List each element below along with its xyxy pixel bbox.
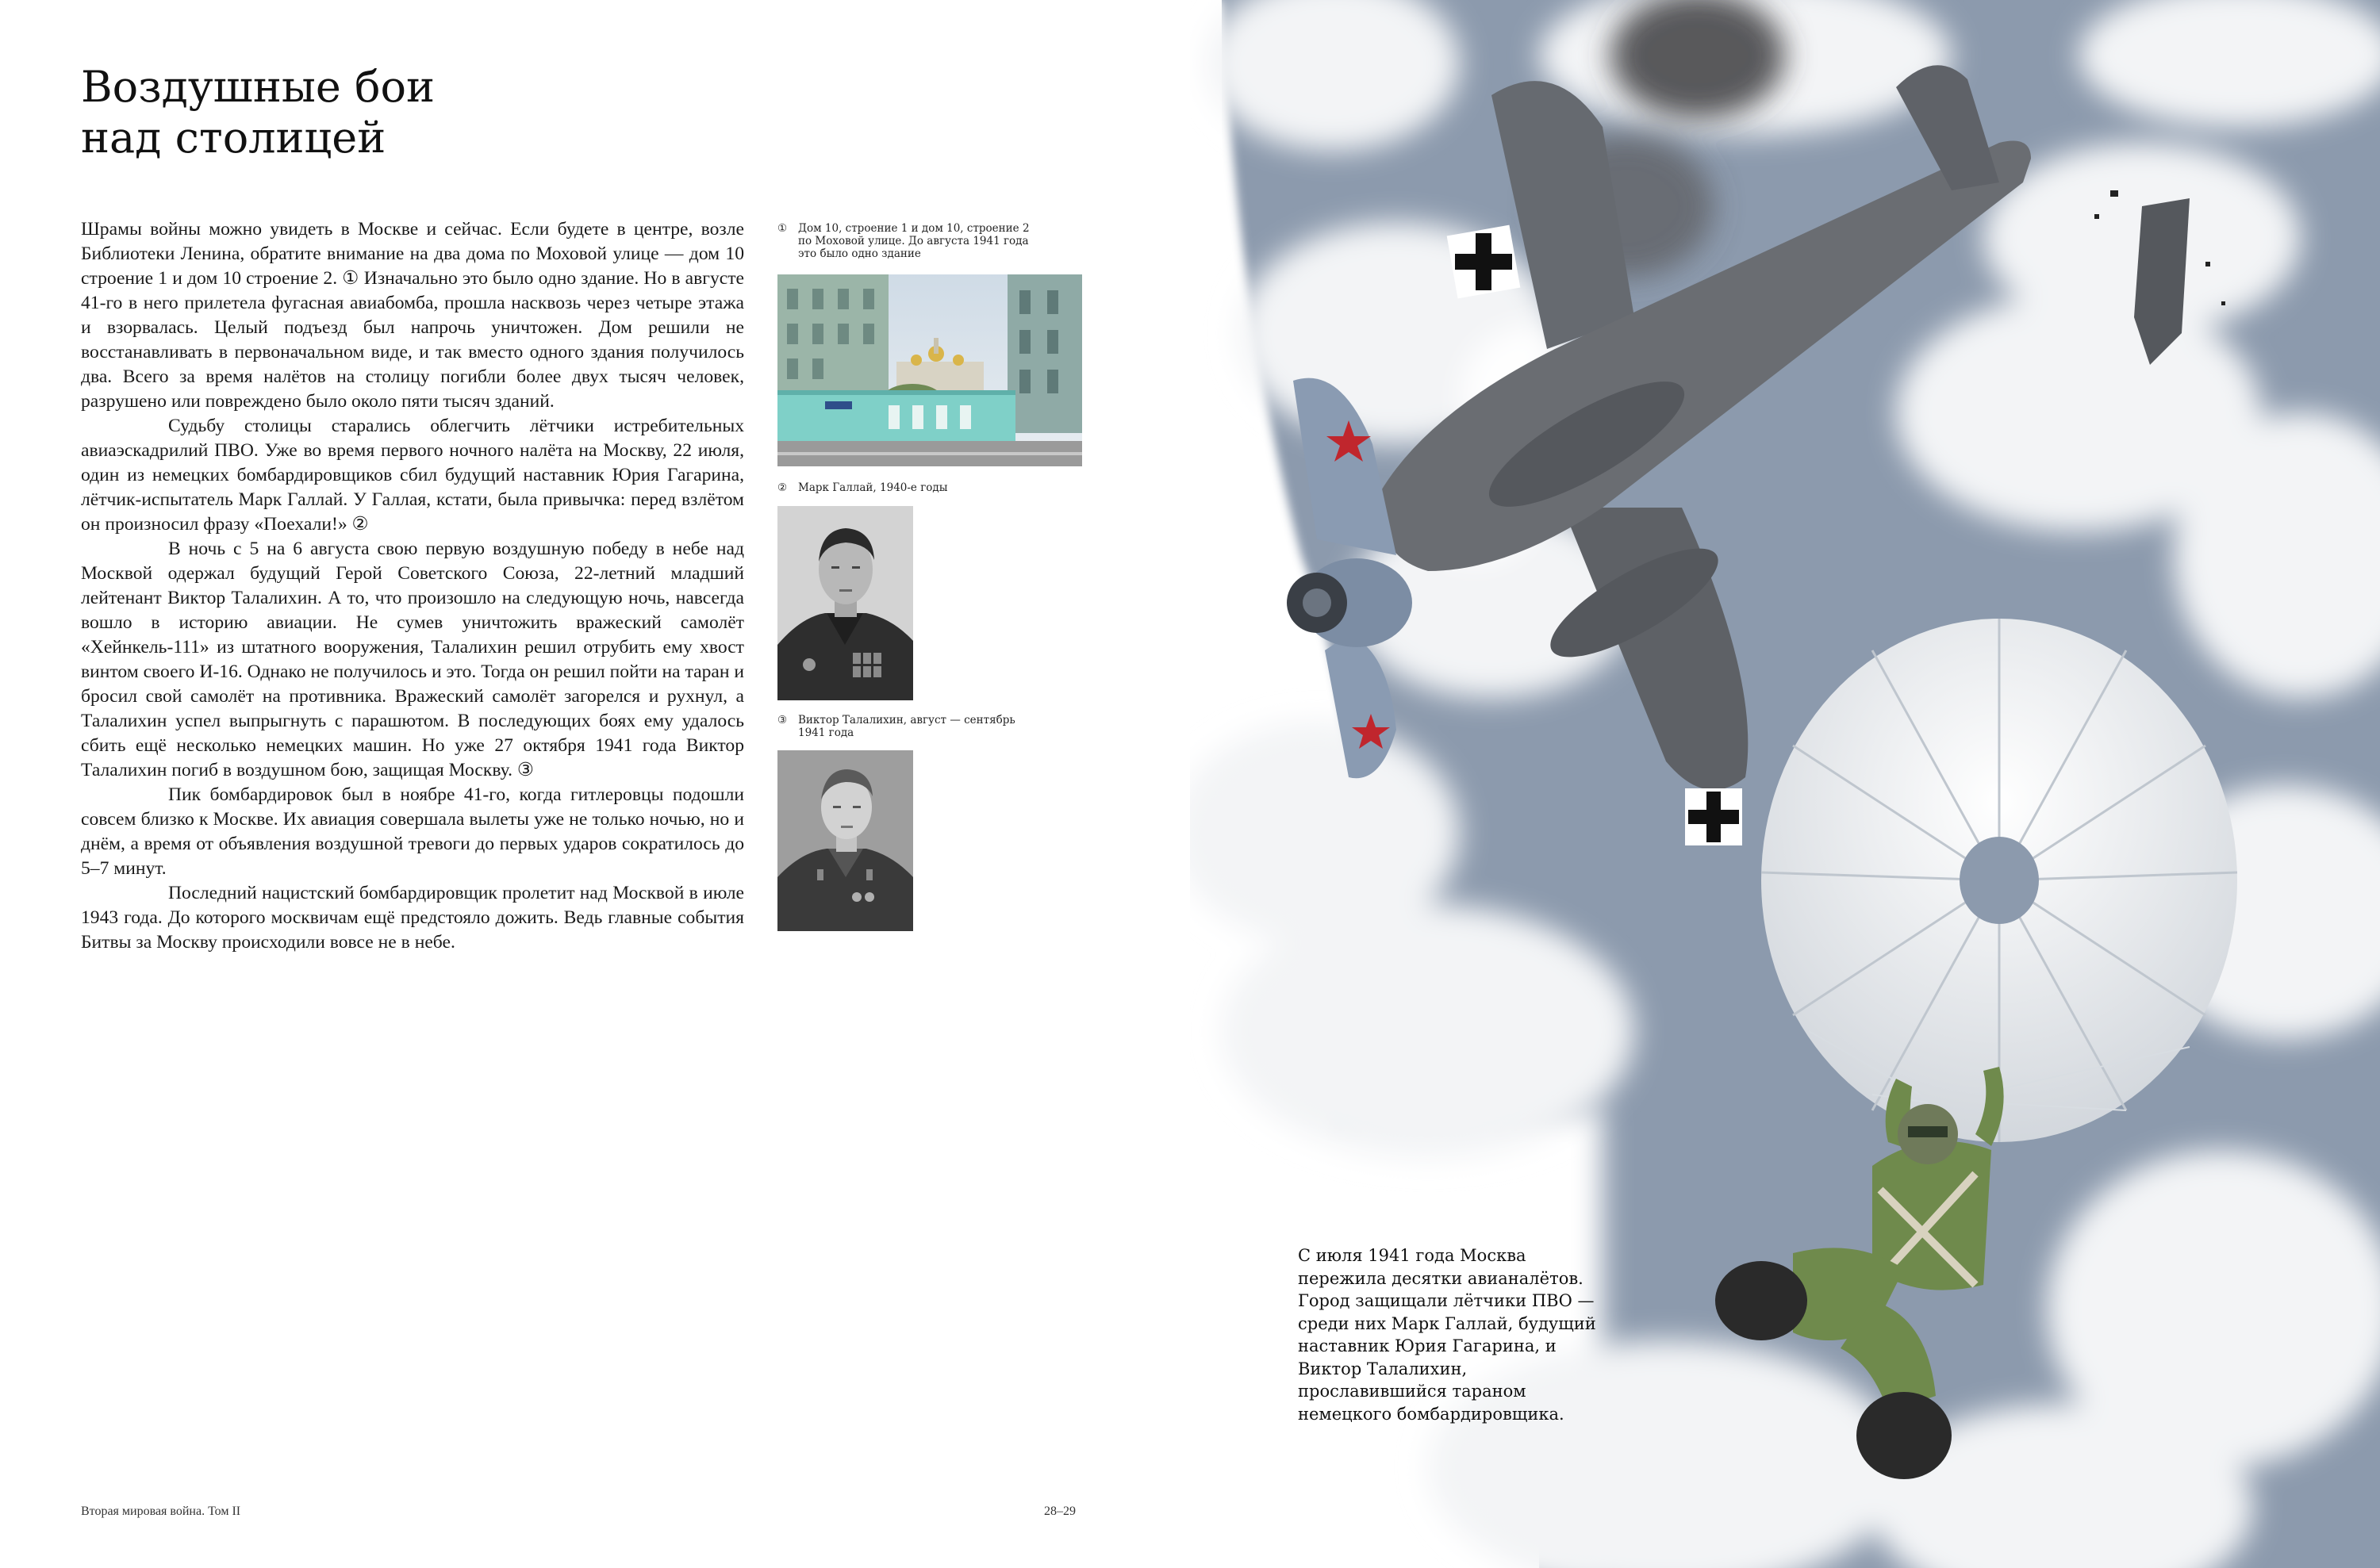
building-photo-image: [777, 274, 1082, 466]
illustration-caption: С июля 1941 года Москва пережила десятки авианалётов. Город защищали лётчики ПВО — среди них Марк Галлай, будущий наставник Юрия Гагарина, и Виктор Талалихин, прославившийся тараном немецкого бомбардировщика.: [1298, 1246, 1596, 1424]
paragraph: Пик бомбардировок был в ноябре 41-го, когда гитлеровцы подошли совсем близко к Москве. Их авиация совершала вылеты уже не только ночью, но и днём, а время от объявления воздушной тревоги до первых ударов сократилось до 5–7 минут.: [81, 784, 744, 879]
paragraph: Судьбу столицы старались облегчить лётчики истребительных авиаэскадрилий ПВО. Уже во время первого ночного налёта на Москву, 22 июля, один из немецких бомбардировщиков сбил будущий наставник Юрия Гагарина, лётчик-испытатель Марк Галлай. У Галлая, кстати, была привычка: перед взлётом он произносил фразу «Поехали!» ②: [81, 416, 744, 535]
portrait-image: [777, 506, 913, 700]
portrait-image: [777, 750, 913, 931]
footer-book-title: Вторая мировая война. Том II: [81, 1505, 241, 1518]
mark-gallai-photo: [777, 506, 913, 700]
page-title: Воздушные бои над столицей: [81, 62, 435, 163]
paragraph: В ночь с 5 на 6 августа свою первую воздушную победу в небе над Москвой одержал будущий Герой Советского Союза, 22-летний младший лейтенант Виктор Талалихин. А то, что произошло на следующую ночь, навсегда вошло в историю авиации. Не сумев уничтожить вражеский самолёт «Хейнкель-111» из штатного вооружения, Талалихин решил отрубить ему хвост винтом своего И-16. Однако не получилось и это. Тогда он решил пойти на таран и бросил свой самолёт на противника. Вражеский самолёт загорелся и рухнул, а Талалихин успел выпрыгнуть с парашютом. В последующих боях ему удалось сбить ещё несколько немецких машин. Но уже 27 октября 1941 года Виктор Талалихин погиб в воздушном бою, защищая Москву. ③: [81, 539, 744, 780]
article-body: [81, 217, 744, 955]
caption-2: ② Марк Галлай, 1940-е годы: [777, 481, 948, 494]
paragraph: Последний нацистский бомбардировщик пролетит над Москвой в июле 1943 года. До которого москвичам ещё предстояло дожить. Ведь главные события Битвы за Москву происходили вовсе не в небе.: [81, 883, 744, 953]
parachute: [1761, 619, 2237, 1142]
viktor-talalikhin-photo: [777, 750, 913, 931]
paragraph: Шрамы войны можно увидеть в Москве и сейчас. Если будете в центре, возле Библиотеки Ленина, обратите внимание на два дома по Моховой улице — дом 10 строение 1 и дом 10 строение 2. ① Изначально это было одно здание. Но в августе 41-го в него прилетела фугасная авиабомба, прошла насквозь через четыре этажа и взорвалась. Целый подъезд был напрочь уничтожен. Дом решили не восстанавливать в первоначальном виде, и так вместо одного здания получилось два. Всего за время налётов на столицу погибли более двух тысяч человек, разрушено или повреждено было около пяти тысяч зданий.: [81, 219, 744, 412]
building-photo: [777, 274, 1082, 466]
footer-page-numbers: 28–29: [1044, 1505, 1076, 1518]
caption-1: ① Дом 10, строение 1 и дом 10, строение 2 по Моховой улице. До августа 1941 года это было одно здание: [777, 222, 1030, 260]
caption-3: ③ Виктор Талалихин, август — сентябрь 1941 года: [777, 714, 1015, 739]
